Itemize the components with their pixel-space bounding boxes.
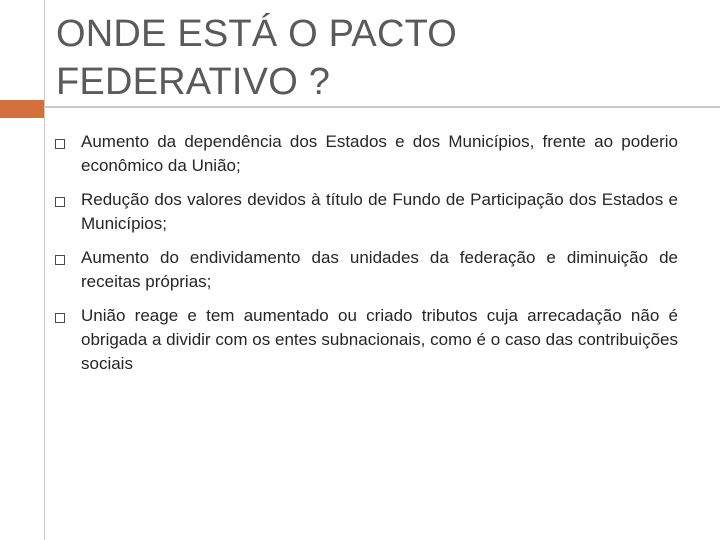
bullet-item [52,304,678,376]
left-vertical-rule [44,0,45,540]
bullet-list [52,130,678,386]
slide-title [56,10,696,106]
hollow-square-bullet-icon [55,313,65,323]
hollow-square-bullet-icon [55,139,65,149]
bullet-item [52,188,678,236]
accent-bar [0,100,44,118]
bullet-item [52,130,678,178]
bullet-text: Redução dos valores devidos à título de Fundo de Participação dos Estados e Municípios; [81,190,678,233]
bullet-text: União reage e tem aumentado ou criado tributos cuja arrecadação não é obrigada a dividir com os entes subnacionais, como é o caso das contribuições sociais [81,306,678,373]
bullet-text: Aumento do endividamento das unidades da federação e diminuição de receitas próprias; [81,248,678,291]
hollow-square-bullet-icon [55,255,65,265]
bullet-text: Aumento da dependência dos Estados e dos Municípios, frente ao poderio econômico da União; [81,132,678,175]
title-divider [44,106,720,108]
slide-title-line-2: FEDERATIVO ? [56,61,331,103]
slide-title-line-1: ONDE ESTÁ O PACTO [56,13,458,55]
hollow-square-bullet-icon [55,197,65,207]
bullet-item [52,246,678,294]
